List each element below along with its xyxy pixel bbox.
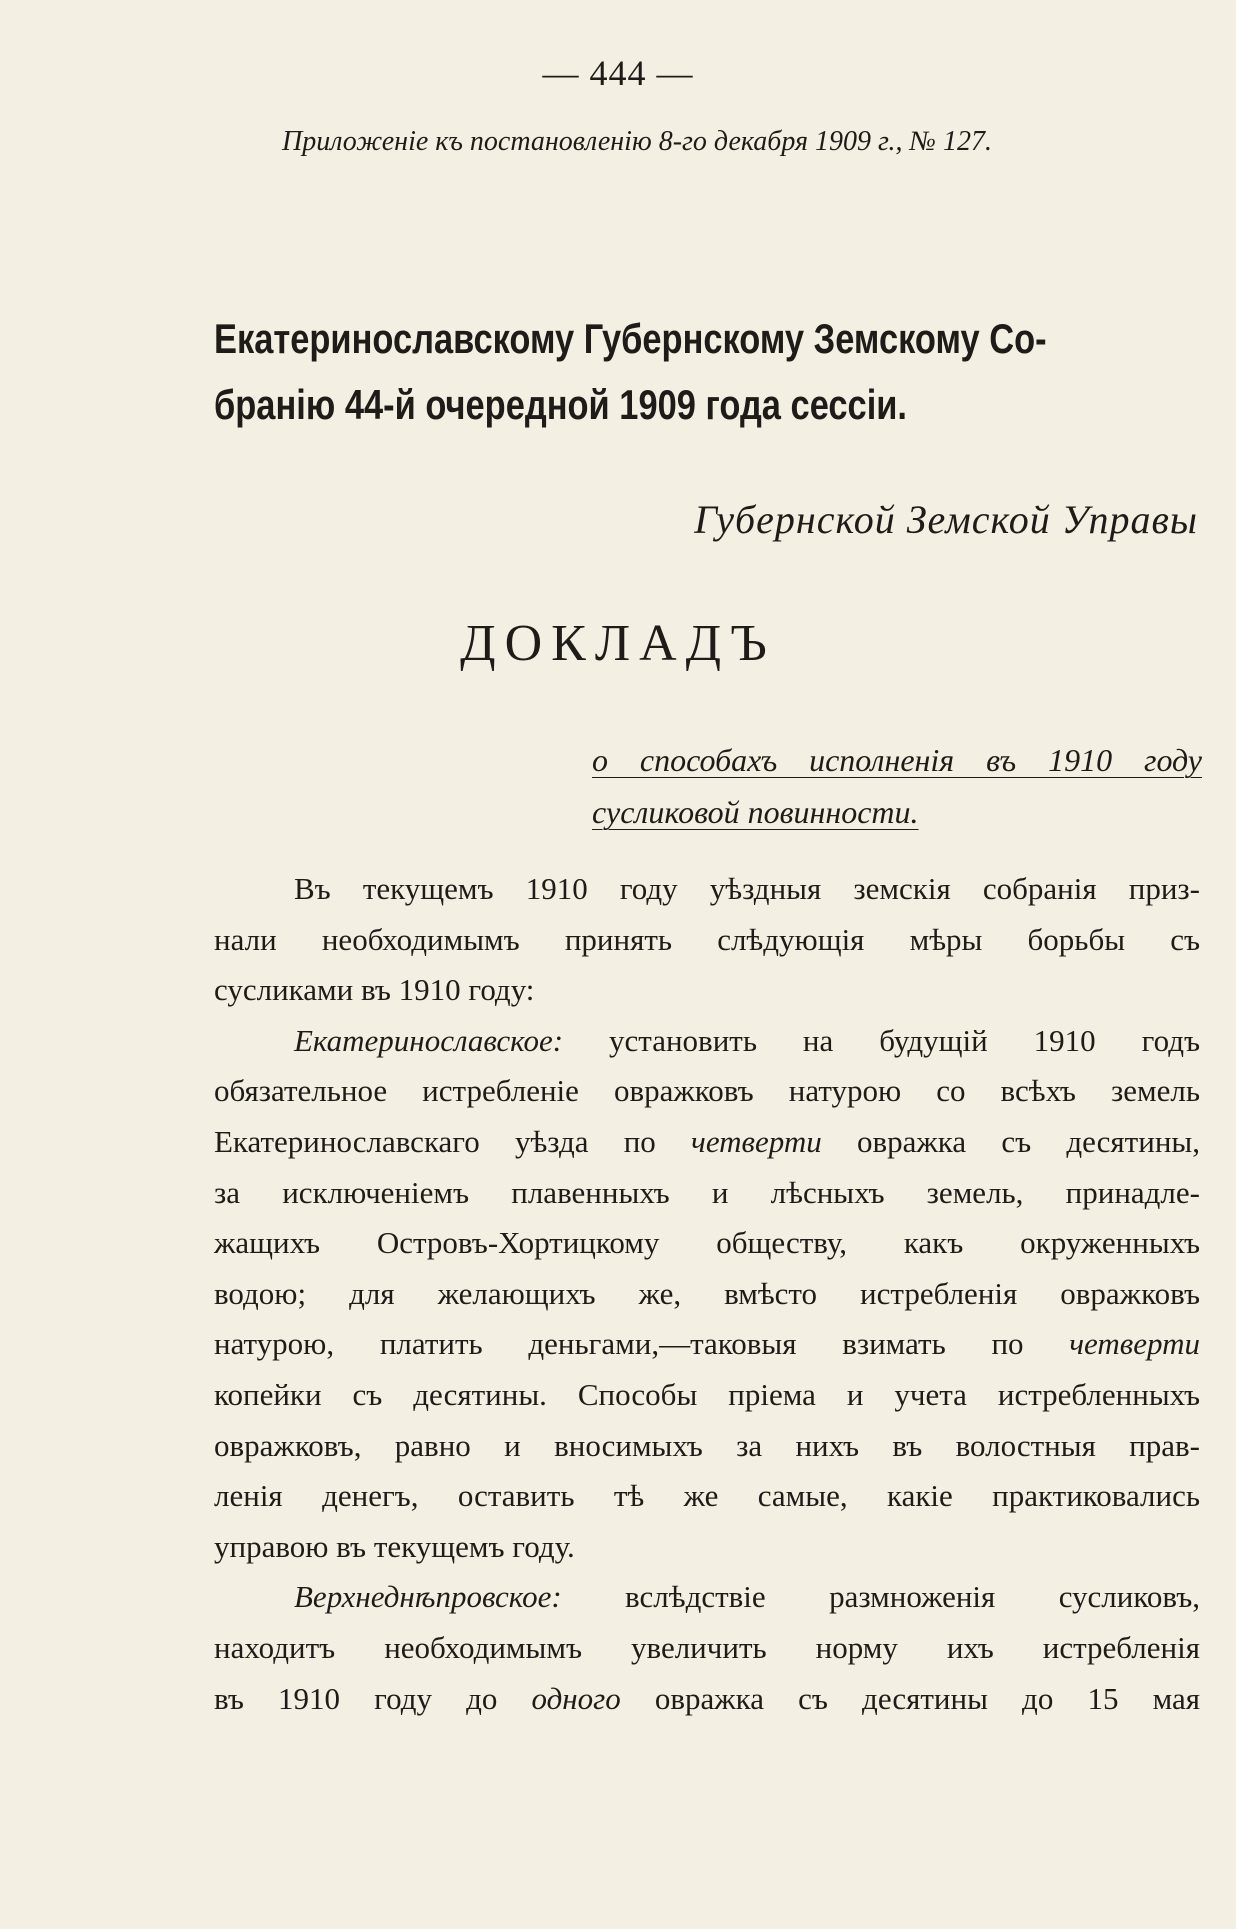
body-line: управою въ текущемъ году.: [214, 1528, 575, 1564]
body-line: копейки съ десятины. Способы прiема и учета истребленныхъ: [214, 1376, 1200, 1412]
author-line: Губернской Земской Управы: [694, 497, 1198, 542]
document-body: [214, 864, 1200, 1724]
body-line: обязательное истребленiе овражковъ натурою со всѣхъ земель: [214, 1073, 1200, 1109]
body-line: жащихъ Островъ-Хортицкому обществу, какъ окруженныхъ: [214, 1225, 1200, 1261]
document-title: ДОКЛАДЪ: [460, 615, 776, 672]
body-line: сусликами въ 1910 году:: [214, 972, 535, 1008]
district-name: Верхнеднѣпровское:: [294, 1579, 562, 1615]
addressee: [214, 306, 1194, 438]
body-line: водою; для желающихъ же, вмѣсто истребленiя овражковъ: [214, 1275, 1200, 1311]
body-line: нали необходимымъ принять слѣдующiя мѣры борьбы съ: [214, 921, 1200, 957]
body-line: Екатеринославскаго уѣзда по четверти овражка съ десятины,: [214, 1123, 1200, 1159]
appendix-note: Приложенiе къ постановленiю 8-го декабря 1909 г., № 127.: [282, 126, 992, 157]
body-line: Екатеринославское: установить на будущiй 1910 годъ: [294, 1022, 1200, 1058]
page-number: — 444 —: [542, 53, 694, 93]
body-line: овражковъ, равно и вносимыхъ за нихъ въ волостныя прав-: [214, 1427, 1200, 1463]
subject-line: сусликовой повинности.: [592, 794, 919, 830]
body-line: Въ текущемъ 1910 году уѣздныя земскiя собранiя приз-: [294, 871, 1200, 906]
body-line: ленiя денегъ, оставить тѣ же самые, какiе практиковались: [214, 1478, 1200, 1514]
addressee-line: бранiю 44-й очередной 1909 года сессiи.: [214, 381, 908, 428]
document-subject: [592, 734, 1202, 838]
district-name: Екатеринославское:: [294, 1022, 564, 1058]
body-line: находитъ необходимымъ увеличить норму ихъ истребленiя: [214, 1629, 1200, 1665]
body-line: въ 1910 году до одного овражка съ десятины до 15 мая: [214, 1680, 1200, 1716]
subject-line: о способахъ исполненiя въ 1910 году: [592, 742, 1202, 778]
body-line: за исключенiемъ плавенныхъ и лѣсныхъ земель, принадле-: [214, 1174, 1200, 1210]
addressee-line: Екатеринославскому Губернскому Земскому Со-: [214, 315, 1047, 362]
body-line: натурою, платить деньгами,—таковыя взимать по четверти: [214, 1326, 1200, 1362]
body-line: Верхнеднѣпровское: вслѣдствiе размноженiя сусликовъ,: [294, 1579, 1200, 1615]
